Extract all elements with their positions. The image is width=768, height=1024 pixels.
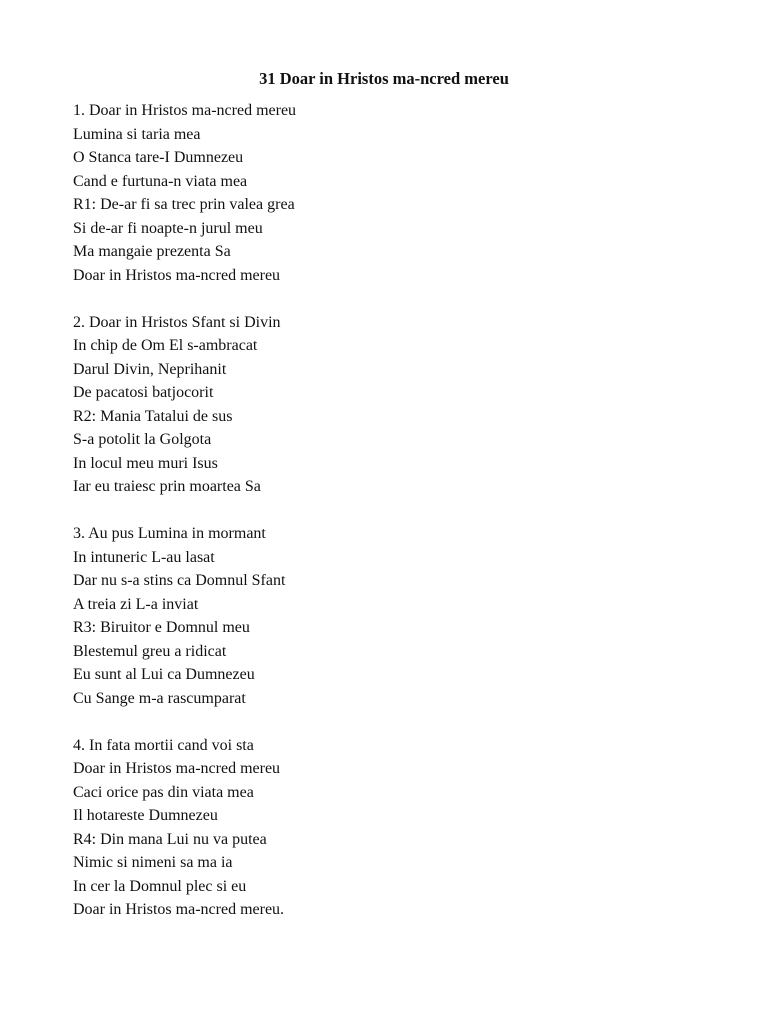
stanza-2 bbox=[73, 311, 713, 499]
stanza-1-refrain-line-4: Doar in Hristos ma-ncred mereu bbox=[73, 266, 281, 284]
stanza-1-line-2: Lumina si taria mea bbox=[73, 125, 201, 143]
stanza-3-refrain-line-4: Cu Sange m-a rascumparat bbox=[73, 689, 246, 707]
stanza-4-refrain-line-2: Nimic si nimeni sa ma ia bbox=[73, 854, 233, 871]
document-title: 31 Doar in Hristos ma-ncred mereu bbox=[259, 69, 509, 88]
stanza-3-refrain-line-1: R3: Biruitor e Domnul meu bbox=[73, 619, 250, 636]
stanza-1-refrain-line-3: Ma mangaie prezenta Sa bbox=[73, 243, 231, 260]
stanza-3-refrain-line-3: Eu sunt al Lui ca Dumnezeu bbox=[73, 666, 255, 683]
stanza-1-refrain-line-1: R1: De-ar fi sa trec prin valea grea bbox=[73, 196, 295, 213]
stanza-4-refrain-line-4: Doar in Hristos ma-ncred mereu. bbox=[73, 901, 285, 918]
stanza-1-line-3: O Stanca tare-I Dumnezeu bbox=[73, 149, 244, 166]
stanza-4-refrain-line-1: R4: Din mana Lui nu va putea bbox=[73, 830, 267, 848]
stanza-4 bbox=[73, 734, 713, 922]
stanza-1 bbox=[73, 99, 713, 287]
stanza-1-line-4: Cand e furtuna-n viata mea bbox=[73, 172, 248, 190]
stanza-2-line-2: In chip de Om El s-ambracat bbox=[73, 337, 258, 354]
stanza-4-line-1: 4. In fata mortii cand voi sta bbox=[73, 736, 254, 754]
stanza-2-line-1: 2. Doar in Hristos Sfant si Divin bbox=[73, 313, 281, 331]
stanza-3-line-4: A treia zi L-a inviat bbox=[73, 595, 199, 613]
stanza-3-refrain-line-2: Blestemul greu a ridicat bbox=[73, 642, 227, 660]
stanza-4-line-3: Caci orice pas din viata mea bbox=[73, 783, 254, 801]
stanza-3-line-1: 3. Au pus Lumina in mormant bbox=[73, 525, 266, 542]
stanza-2-refrain-line-3: In locul meu muri Isus bbox=[73, 454, 218, 472]
stanza-2-line-3: Darul Divin, Neprihanit bbox=[73, 360, 227, 378]
stanza-3-line-2: In intuneric L-au lasat bbox=[73, 548, 215, 566]
stanza-1-line-1: 1. Doar in Hristos ma-ncred mereu bbox=[73, 102, 297, 119]
stanza-4-refrain-line-3: In cer la Domnul plec si eu bbox=[73, 877, 247, 895]
stanza-1-refrain-line-2: Si de-ar fi noapte-n jurul meu bbox=[73, 219, 263, 237]
stanza-3 bbox=[73, 522, 713, 710]
stanza-4-line-2: Doar in Hristos ma-ncred mereu bbox=[73, 760, 281, 777]
stanza-4-line-4: Il hotareste Dumnezeu bbox=[73, 807, 218, 824]
stanza-2-refrain-line-2: S-a potolit la Golgota bbox=[73, 431, 212, 448]
stanza-2-refrain-line-1: R2: Mania Tatalui de sus bbox=[73, 407, 233, 425]
stanza-2-refrain-line-4: Iar eu traiesc prin moartea Sa bbox=[73, 478, 261, 495]
stanza-3-line-3: Dar nu s-a stins ca Domnul Sfant bbox=[73, 572, 286, 589]
lyrics-body bbox=[73, 99, 713, 945]
stanza-2-line-4: De pacatosi batjocorit bbox=[73, 384, 214, 401]
